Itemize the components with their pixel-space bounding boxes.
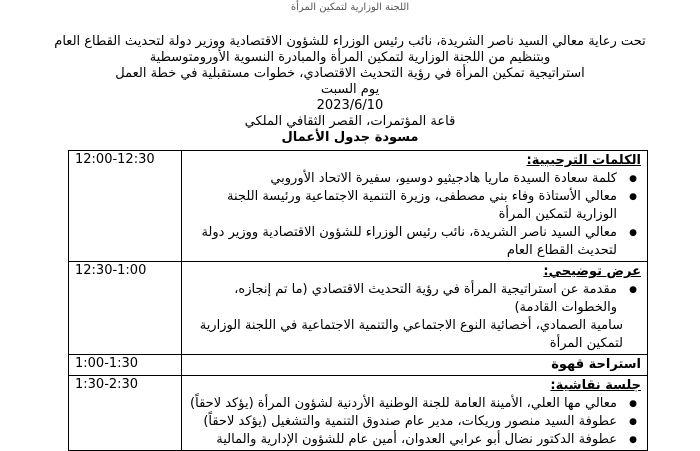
- section-title: عرض توضيحي:: [543, 264, 641, 279]
- agenda-title: مسودة جدول الأعمال: [281, 130, 419, 145]
- table-row: [69, 262, 648, 355]
- agenda-time: 1:30-2:30: [69, 376, 182, 451]
- agenda-content: [182, 376, 648, 451]
- event-title: استراتيجية تمكين المرأة في رؤية التحديث الاقتصادي، خطوات مستقبلية في خطة العمل: [115, 66, 585, 81]
- event-day: يوم السبت: [320, 82, 380, 97]
- agenda-table: [68, 150, 648, 451]
- section-title: الكلمات الترحيبية:: [526, 153, 641, 168]
- list-item: ● عطوفة السيد منصور وريكات، مدير عام صندوق التنمية والتشغيل (يؤكد لاحقاً): [188, 413, 623, 431]
- event-intro: [40, 34, 660, 146]
- presentation-list: [188, 281, 641, 317]
- agenda-time: 1:00-1:30: [69, 355, 182, 376]
- section-title: جلسة نقاشية:: [550, 378, 641, 393]
- agenda-content: [182, 355, 648, 376]
- event-venue: قاعة المؤتمرات، القصر الثقافي الملكي: [244, 114, 456, 129]
- list-item: ● مقدمة عن استراتيجية المرأة في رؤية التحديث الاقتصادي (ما تم إنجازه، والخطوات القادمة): [188, 281, 623, 317]
- list-item: ● كلمة سعادة السيدة ماريا هادجيثيو دوسيو، سفيرة الاتحاد الأوروبي: [188, 170, 623, 188]
- agenda-time: 12:00-12:30: [69, 151, 182, 262]
- organizer-line: وبتنظيم من اللجنة الوزارية لتمكين المرأة والمبادرة النسوية الأورومتوسطية: [149, 50, 551, 65]
- patronage-line: تحت رعاية معالي السيد ناصر الشريدة، نائب رئيس الوزراء للشؤون الاقتصادية ووزير دولة لتحديث القطاع العام: [54, 34, 646, 49]
- agenda-content: [182, 151, 648, 262]
- section-title: استراحة قهوة: [551, 357, 641, 372]
- organization-header: اللجنة الوزارية لتمكين المرأة: [290, 2, 410, 13]
- list-item: ● عطوفة الدكتور نضال أبو عرابي العدوان، أمين عام للشؤون الإدارية والمالية: [188, 431, 623, 449]
- agenda-time: 12:30-1:00: [69, 262, 182, 355]
- table-row: [69, 151, 648, 262]
- speaker-list: [188, 170, 641, 260]
- panel-list: [188, 395, 641, 449]
- table-row: [69, 355, 648, 376]
- event-date: 2023/6/10: [316, 98, 384, 113]
- list-item: ● معالي السيد ناصر الشريدة، نائب رئيس الوزراء للشؤون الاقتصادية ووزير دولة لتحديث القطاع العام: [188, 224, 623, 260]
- list-item: ● معالي مها العلي، الأمينة العامة للجنة الوطنية الأردنية لشؤون المرأة (يؤكد لاحقاً): [188, 395, 623, 413]
- agenda-content: [182, 262, 648, 355]
- list-item: ● معالي الأستاذة وفاء بني مصطفى، وزيرة التنمية الاجتماعية ورئيسة اللجنة الوزارية لتمكين المرأة: [188, 188, 623, 224]
- table-row: [69, 376, 648, 451]
- presenter-note: سامية الصمادي، أخصائية النوع الاجتماعي والتنمية الاجتماعية في اللجنة الوزارية لتمكين المرأة: [199, 318, 623, 351]
